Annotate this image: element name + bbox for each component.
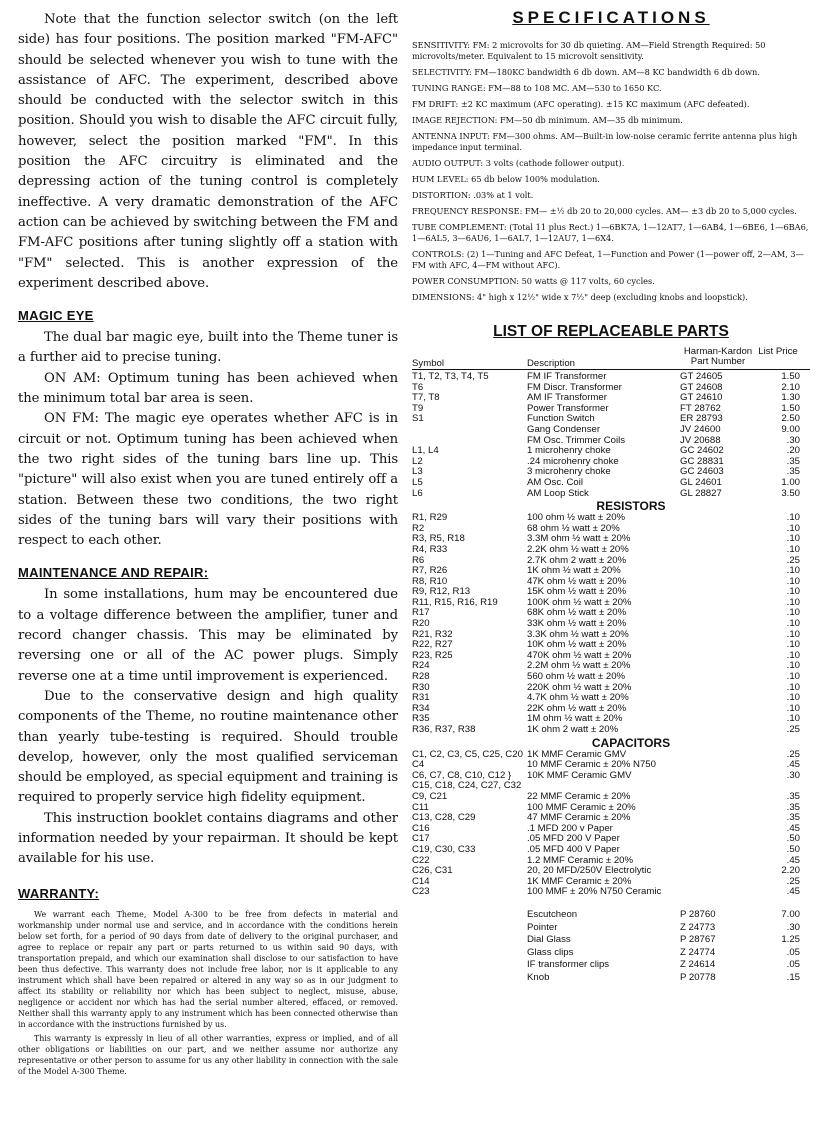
warranty-heading: WARRANTY: — [18, 885, 100, 901]
part-description: Knob — [527, 971, 550, 983]
spec-item: POWER CONSUMPTION: 50 watts @ 117 volts, 60 cycles. — [412, 276, 655, 286]
specifications-list — [412, 40, 810, 303]
part-symbol: R35 — [412, 713, 430, 725]
part-price: 1.50 — [781, 402, 800, 414]
capacitors-title: CAPACITORS — [591, 735, 671, 750]
header-description: Description — [527, 358, 575, 369]
part-description: AM Osc. Coil — [527, 476, 583, 488]
spec-item: SELECTIVITY: FM—180KC bandwidth 6 db down. AM—8 KC bandwidth 6 db down. — [412, 67, 760, 77]
part-description: 560 ohm ½ watt ± 20% — [527, 671, 626, 683]
part-price: .10 — [786, 607, 800, 619]
part-symbol: R28 — [412, 671, 430, 683]
part-price: .10 — [786, 618, 800, 630]
part-description: 220K ohm ½ watt ± 20% — [527, 681, 632, 693]
part-price: .50 — [786, 833, 800, 845]
part-price: .35 — [786, 790, 800, 802]
part-symbol: R23, R25 — [412, 649, 453, 661]
parts-list-title: LIST OF REPLACEABLE PARTS — [493, 323, 729, 340]
part-symbol: L5 — [412, 476, 423, 488]
misc-part-row — [412, 973, 810, 986]
part-description: Function Switch — [527, 413, 595, 425]
part-symbol: C17 — [412, 833, 430, 845]
part-symbol: R7, R26 — [412, 565, 448, 577]
maintenance-heading: MAINTENANCE AND REPAIR: — [18, 565, 209, 581]
capacitor-row — [412, 887, 810, 898]
part-price: 1.30 — [781, 392, 800, 404]
capacitor-row — [412, 845, 810, 856]
misc-parts-list — [412, 910, 810, 986]
part-symbol: C6, C7, C8, C10, C12 } — [412, 769, 512, 781]
resistor-row — [412, 725, 810, 736]
part-price: .10 — [786, 512, 800, 524]
part-price: 2.10 — [781, 381, 800, 393]
part-symbol — [412, 948, 527, 961]
part-description: 10 MMF Ceramic ± 20% N750 — [527, 759, 656, 771]
part-price: 1.00 — [781, 476, 800, 488]
part-price: .10 — [786, 639, 800, 651]
part-symbol: C1, C2, C3, C5, C25, C20 — [412, 748, 523, 760]
part-symbol: C22 — [412, 854, 430, 866]
maintenance-paragraph-2: Due to the conservative design and high quality components of the Theme, no routine maintenance other than yearly tube-testing is required. Should trouble develop, however, only the most qualified serviceman should be employed, as special equipment and training is required to properly service high fidelity equipment. — [18, 688, 398, 806]
part-symbol: R17 — [412, 607, 430, 619]
part-description: AM Loop Stick — [527, 487, 589, 499]
spec-item: DIMENSIONS: 4" high x 12½" wide x 7½" deep (excluding knobs and loopstick). — [412, 292, 748, 302]
part-price: .10 — [786, 543, 800, 555]
part-number: GC 24603 — [680, 466, 724, 478]
part-description: 100 MMF Ceramic ± 20% — [527, 801, 636, 813]
part-symbol: R34 — [412, 702, 430, 714]
part-description: 22K ohm ½ watt ± 20% — [527, 702, 627, 714]
part-symbol: R2 — [412, 522, 425, 534]
part-price: .10 — [786, 533, 800, 545]
part-symbol: R4, R33 — [412, 543, 448, 555]
part-description: 47K ohm ½ watt ± 20% — [527, 575, 627, 587]
part-price: .35 — [786, 801, 800, 813]
part-number: GC 24602 — [680, 445, 724, 457]
part-description: 2.2M ohm ½ watt ± 20% — [527, 660, 631, 672]
part-description: 2.7K ohm 2 watt ± 20% — [527, 554, 627, 566]
magic-eye-heading: MAGIC EYE — [18, 308, 94, 324]
part-row — [412, 436, 810, 447]
spec-item: AUDIO OUTPUT: 3 volts (cathode follower output). — [412, 158, 625, 168]
part-description: 1K ohm 2 watt ± 20% — [527, 724, 619, 735]
part-price: .20 — [786, 445, 800, 457]
part-number: Z 24773 — [680, 921, 716, 933]
part-price: 9.00 — [781, 423, 800, 435]
part-symbol: C23 — [412, 886, 430, 898]
part-price: .35 — [786, 455, 800, 467]
part-price: .15 — [786, 971, 800, 983]
part-description: 1M ohm ½ watt ± 20% — [527, 713, 623, 725]
part-symbol: L6 — [412, 487, 423, 499]
header-price: List Price — [758, 346, 798, 357]
part-symbol: T7, T8 — [412, 392, 440, 404]
part-symbol — [412, 425, 527, 436]
part-price: .10 — [786, 660, 800, 672]
spec-item: SENSITIVITY: FM: 2 microvolts for 30 db quieting. AM—Field Strength Required: 50 microvolts/meter. Equivalent to 15 microvolt sensitivity. — [412, 40, 766, 61]
part-description: 1K MMF Ceramic ± 20% — [527, 875, 632, 887]
part-row — [412, 404, 810, 415]
spec-item: FM DRIFT: ±2 KC maximum (AFC operating). ±15 KC maximum (AFC defeated). — [412, 99, 750, 109]
part-description: Pointer — [527, 921, 558, 933]
part-description: 20, 20 MFD/250V Electrolytic — [527, 865, 652, 877]
part-description: Glass clips — [527, 946, 574, 958]
right-column — [412, 0, 810, 985]
part-description: 3 microhenry choke — [527, 466, 611, 478]
part-symbol: L3 — [412, 466, 423, 478]
part-description: 3.3M ohm ½ watt ± 20% — [527, 533, 631, 545]
part-number: FT 28762 — [680, 402, 721, 414]
part-price: .10 — [786, 596, 800, 608]
capacitors-list — [412, 750, 810, 898]
capacitor-row — [412, 792, 810, 803]
part-symbol: T6 — [412, 381, 424, 393]
part-symbol — [412, 935, 527, 948]
part-description: 68 ohm ½ watt ± 20% — [527, 522, 620, 534]
part-description: 100 ohm ½ watt ± 20% — [527, 512, 626, 524]
part-row — [412, 414, 810, 425]
part-symbol: R8, R10 — [412, 575, 448, 587]
part-symbol: R36, R37, R38 — [412, 724, 476, 735]
part-description: FM IF Transformer — [527, 371, 607, 382]
intro-paragraph: Note that the function selector switch (on the left side) has four positions. The position marked "FM-AFC" should be selected whenever you wish to tune with the assistance of AFC. The experiment, described above should be conducted with the selector switch in this position. Should you wish to disable the AFC circuit fully, however, select the position marked "FM". In this position the AFC circuitry is eliminated and the depressing action of the tuning control is completely ineffective. A very dramatic demonstration of the AFC action can be achieved by switching between the FM and FM-AFC positions after tuning slightly off a station with "FM" selected. This is another expression of the experiment described above. — [18, 12, 398, 291]
part-symbol: R6 — [412, 554, 425, 566]
part-description: AM IF Transformer — [527, 392, 607, 404]
part-price: .25 — [786, 748, 800, 760]
magic-eye-paragraph-2: ON AM: Optimum tuning has been achieved when the minimum total bar area is seen. — [18, 370, 398, 407]
part-number: P 28760 — [680, 908, 716, 920]
part-row — [412, 478, 810, 489]
part-symbol — [412, 973, 527, 986]
part-price: .10 — [786, 565, 800, 577]
part-symbol: R1, R29 — [412, 512, 448, 524]
part-row — [412, 489, 810, 500]
part-price: .45 — [786, 886, 800, 898]
part-description: 10K ohm ½ watt ± 20% — [527, 639, 627, 651]
part-description: 1K MMF Ceramic GMV — [527, 748, 627, 760]
misc-part-row — [412, 948, 810, 961]
part-price: .25 — [786, 724, 800, 735]
part-symbol — [412, 910, 527, 923]
specifications-title: SPECIFICATIONS — [512, 8, 710, 27]
part-symbol: C11 — [412, 801, 429, 813]
part-description: 68K ohm ½ watt ± 20% — [527, 607, 627, 619]
spec-item: TUBE COMPLEMENT: (Total 11 plus Rect.) 1—6BK7A, 1—12AT7, 1—6AB4, 1—6BE6, 1—6BA6, 1—6AL5, 3—6AU6, 1—6AL7, 1—12AU7, 1—6X4. — [412, 222, 809, 243]
misc-part-row — [412, 910, 810, 923]
part-description: 47 MMF Ceramic ± 20% — [527, 812, 631, 824]
part-symbol: R31 — [412, 692, 430, 704]
part-description: 15K ohm ½ watt ± 20% — [527, 586, 627, 598]
spec-item: CONTROLS: (2) 1—Tuning and AFC Defeat, 1—Function and Power (1—power off, 2—AM, 3—FM with AFC, 4—FM without AFC). — [412, 249, 804, 270]
warranty-paragraph-2: This warranty is expressly in lieu of all other warranties, express or implied, and of all other obligations or liabilities on our part, and we neither assume nor authorize any representative or other person to assume for us any other liability in connection with the sale of the Model A-300 Theme. — [18, 1033, 398, 1076]
part-symbol: R22, R27 — [412, 639, 453, 651]
part-symbol: S1 — [412, 413, 424, 425]
part-price: .10 — [786, 586, 800, 598]
maintenance-paragraph-3: This instruction booklet contains diagrams and other information needed by your repairman. It should be kept available for his use. — [18, 810, 398, 867]
part-symbol: R3, R5, R18 — [412, 533, 465, 545]
parts-table-header — [412, 347, 810, 369]
part-description: .05 MFD 400 V Paper — [527, 843, 620, 855]
part-price: .05 — [786, 946, 800, 958]
spec-item: IMAGE REJECTION: FM—50 db minimum. AM—35 db minimum. — [412, 115, 683, 125]
part-price: .45 — [786, 759, 800, 771]
part-symbol: C15, C18, C24, C27, C32 — [412, 780, 522, 792]
part-number: P 20778 — [680, 971, 716, 983]
part-description: Dial Glass — [527, 934, 571, 946]
part-description: FM Osc. Trimmer Coils — [527, 434, 626, 446]
part-price: 3.50 — [781, 487, 800, 499]
part-price: 1.50 — [781, 371, 800, 382]
part-number: GT 24610 — [680, 392, 723, 404]
part-row — [412, 467, 810, 478]
spec-item: HUM LEVEL: 65 db below 100% modulation. — [412, 174, 600, 184]
parts-table — [412, 347, 810, 985]
part-symbol: L2 — [412, 455, 423, 467]
part-price: .10 — [786, 628, 800, 640]
part-row — [412, 425, 810, 436]
part-price: .10 — [786, 671, 800, 683]
part-symbol: C26, C31 — [412, 865, 453, 877]
part-price: 7.00 — [781, 908, 800, 920]
misc-part-row — [412, 935, 810, 948]
part-symbol — [412, 923, 527, 936]
part-symbol: T1, T2, T3, T4, T5 — [412, 371, 489, 382]
part-description: 3.3K ohm ½ watt ± 20% — [527, 628, 629, 640]
part-symbol: C14 — [412, 875, 430, 887]
part-description: 33K ohm ½ watt ± 20% — [527, 618, 627, 630]
parts-main-list — [412, 372, 810, 499]
part-symbol: T9 — [412, 402, 424, 414]
part-symbol: R20 — [412, 618, 430, 630]
part-symbol: C13, C28, C29 — [412, 812, 476, 824]
part-symbol — [412, 960, 527, 973]
part-number: Z 24774 — [680, 946, 716, 958]
part-description: 4.7K ohm ½ watt ± 20% — [527, 692, 629, 704]
part-number: GL 28827 — [680, 487, 722, 499]
part-symbol: C16 — [412, 822, 430, 834]
part-symbol: C19, C30, C33 — [412, 843, 476, 855]
part-price: .30 — [786, 769, 800, 781]
part-price: .10 — [786, 702, 800, 714]
part-description: 1K ohm ½ watt ± 20% — [527, 565, 621, 577]
part-row — [412, 372, 810, 383]
spec-item: DISTORTION: .03% at 1 volt. — [412, 190, 534, 200]
part-number: P 28767 — [680, 934, 716, 946]
part-price: .30 — [786, 434, 800, 446]
magic-eye-paragraph-1: The dual bar magic eye, built into the Theme tuner is a further aid to precise tuning. — [18, 330, 398, 366]
part-price: .10 — [786, 681, 800, 693]
warranty-paragraph-1: We warrant each Theme, Model A-300 to be free from defects in material and workmanship under normal use and service, and in accordance with the conditions herein below set forth, for a period of 90 days from date of delivery to the original purchaser, and agree to replace or repair any part or parts returned to us within said 90 days, with transportation prepaid, and which our examination shall disclose to our satisfaction to have been thus defective. This warranty does not include free labor, nor is it applicable to any instrument which shall have been repaired or altered in any way so as in our judgment to affect its stability or reliability nor which has been subject to neglect, misuse, abuse, negligence or accident nor which has had the serial number altered, effaced, or removed. Neither shall this warranty apply to any instrument which has been connected otherwise than in accordance with the instructions furnished by us. — [18, 909, 398, 1029]
part-description: 100 MMF ± 20% N750 Ceramic — [527, 886, 662, 898]
part-symbol: L1, L4 — [412, 445, 439, 457]
part-description: Power Transformer — [527, 402, 609, 414]
part-description: Escutcheon — [527, 908, 578, 920]
part-description: .24 microhenry choke — [527, 455, 619, 467]
part-price: .35 — [786, 812, 800, 824]
misc-part-row — [412, 923, 810, 936]
part-number: JV 20688 — [680, 434, 721, 446]
part-price: 2.20 — [781, 865, 800, 877]
part-price: .05 — [786, 959, 800, 971]
header-rule — [412, 369, 810, 370]
spec-item: FREQUENCY RESPONSE: FM— ±½ db 20 to 20,000 cycles. AM— ±3 db 20 to 5,000 cycles. — [412, 206, 797, 216]
part-price: .50 — [786, 843, 800, 855]
part-description: 10K MMF Ceramic GMV — [527, 769, 632, 781]
part-price: 2.50 — [781, 413, 800, 425]
part-description: .1 MFD 200 v Paper — [527, 822, 613, 834]
part-symbol: R11, R15, R16, R19 — [412, 596, 498, 608]
resistors-title: RESISTORS — [596, 499, 666, 514]
part-number: Z 24614 — [680, 959, 716, 971]
resistor-row — [412, 545, 810, 556]
left-column — [18, 0, 398, 1077]
part-price: .25 — [786, 875, 800, 887]
magic-eye-paragraph-3: ON FM: The magic eye operates whether AFC is in circuit or not. Optimum tuning has been achieved when the two right sides of the tuning bars line up. This "picture" will also exist when you are tuned entirely off a station. Between these two conditions, the two right sides of the tuning bars will vary their positions with respect to each other. — [18, 411, 398, 549]
part-description: 1 microhenry choke — [527, 445, 611, 457]
part-description: IF transformer clips — [527, 959, 610, 971]
part-description: 1.2 MMF Ceramic ± 20% — [527, 854, 634, 866]
part-row — [412, 383, 810, 394]
part-price: .45 — [786, 854, 800, 866]
part-price: .30 — [786, 921, 800, 933]
part-price: .10 — [786, 692, 800, 704]
part-number: GT 24605 — [680, 371, 723, 382]
part-description: 470K ohm ½ watt ± 20% — [527, 649, 632, 661]
part-number: ER 28793 — [680, 413, 723, 425]
spec-item: TUNING RANGE: FM—88 to 108 MC. AM—530 to 1650 KC. — [412, 83, 662, 93]
part-description: Gang Condenser — [527, 423, 601, 435]
part-number: GC 28831 — [680, 455, 724, 467]
part-number: GL 24601 — [680, 476, 722, 488]
part-row — [412, 393, 810, 404]
part-symbol: R9, R12, R13 — [412, 586, 471, 598]
spec-item: ANTENNA INPUT: FM—300 ohms. AM—Built-in low-noise ceramic ferrite antenna plus high impedance input terminal. — [412, 131, 798, 152]
maintenance-paragraph-1: In some installations, hum may be encountered due to a voltage difference between the amplifier, tuner and record changer chassis. This may be eliminated by reversing one or all of the AC power plugs. Simply reverse one at a time until improvement is experienced. — [18, 587, 398, 684]
resistors-list — [412, 513, 810, 735]
header-symbol: Symbol — [412, 358, 444, 369]
part-price: .10 — [786, 575, 800, 587]
misc-part-row — [412, 960, 810, 973]
part-symbol: R30 — [412, 681, 430, 693]
part-description: 22 MMF Ceramic ± 20% — [527, 790, 631, 802]
part-number: GT 24608 — [680, 381, 723, 393]
part-description: .05 MFD 200 V Paper — [527, 833, 620, 845]
part-price: .10 — [786, 713, 800, 725]
part-symbol: R24 — [412, 660, 430, 672]
part-description: FM Discr. Transformer — [527, 381, 622, 393]
part-price: .10 — [786, 522, 800, 534]
part-number: JV 24600 — [680, 423, 721, 435]
header-part-number: Harman-Kardon Part Number — [683, 346, 753, 367]
part-price: 1.25 — [781, 934, 800, 946]
part-price: .35 — [786, 466, 800, 478]
part-price: .10 — [786, 649, 800, 661]
part-row — [412, 457, 810, 468]
part-symbol: R21, R32 — [412, 628, 453, 640]
part-price: .25 — [786, 554, 800, 566]
part-description: 2.2K ohm ½ watt ± 20% — [527, 543, 629, 555]
part-description: 100K ohm ½ watt ± 20% — [527, 596, 632, 608]
part-price: .45 — [786, 822, 800, 834]
part-symbol: C9, C21 — [412, 790, 448, 802]
part-symbol: C4 — [412, 759, 425, 771]
